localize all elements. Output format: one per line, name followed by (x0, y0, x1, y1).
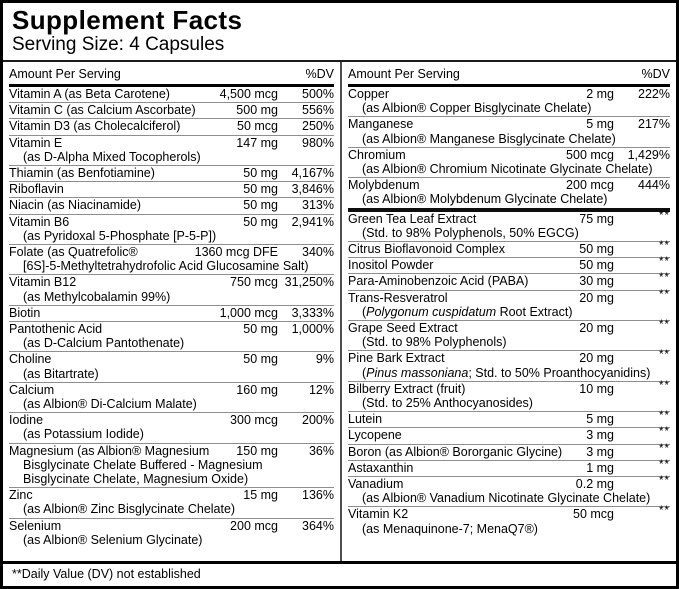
ingredient-name: Astaxanthin (348, 460, 414, 475)
ingredient-amount: 150 mg (236, 443, 278, 458)
ingredient-amount: 50 mg (243, 322, 278, 337)
ingredient-detail: (as Albion® Vanadium Nicotinate Glycinate Chelate) (362, 491, 651, 506)
ingredient-detail: Bisglycinate Chelate, Magnesium Oxide) (23, 472, 249, 487)
ingredient-detail: (as Albion® Chromium Nicotinate Glycinate Chelate) (362, 162, 653, 177)
table-row (9, 351, 334, 381)
ingredient-rows-right (348, 87, 670, 537)
ingredient-dv: 313% (302, 198, 334, 213)
ingredient-dv: 1,429% (627, 147, 670, 162)
ingredient-name: Vitamin A (as Beta Carotene) (9, 87, 170, 101)
table-row (9, 197, 334, 213)
ingredient-dv: ** (659, 240, 670, 253)
ingredient-dv: 250% (302, 119, 334, 134)
amount-per-serving-header: Amount Per Serving (9, 67, 121, 81)
ingredient-dv: 136% (302, 488, 334, 503)
ingredient-dv: 200% (302, 413, 334, 428)
ingredient-dv: 364% (302, 518, 334, 533)
ingredient-amount: 160 mg (236, 382, 278, 397)
latin-name-italic: Polygonum cuspidatum (366, 304, 497, 319)
ingredient-dv: 444% (638, 178, 670, 193)
ingredient-name: Selenium (9, 518, 62, 533)
ingredient-name: Choline (9, 352, 52, 367)
ingredient-dv: ** (659, 256, 670, 269)
ingredient-dv: 217% (638, 117, 670, 132)
ingredient-detail: (Std. to 98% Polyphenols, 50% EGCG) (362, 225, 579, 240)
ingredient-name: Trans-Resveratrol (348, 290, 448, 305)
ingredient-name: Biotin (9, 305, 41, 320)
ingredient-detail: (as Menaquinone-7; MenaQ7®) (362, 521, 538, 536)
table-row (348, 290, 670, 320)
ingredient-name: Magnesium (as Albion® Magnesium (9, 443, 210, 458)
ingredient-detail: (as Albion® Zinc Bisglycinate Chelate) (23, 502, 236, 517)
ingredient-name: Boron (as Albion® Bororganic Glycine) (348, 444, 563, 459)
table-row (9, 135, 334, 165)
ingredient-detail: (as Albion® Manganese Bisglycinate Chelate) (362, 131, 616, 146)
facts-tables (3, 60, 676, 561)
ingredient-dv: ** (659, 475, 670, 488)
ingredient-detail (348, 366, 670, 380)
table-row (9, 102, 334, 118)
ingredient-amount: 50 mcg (573, 507, 614, 522)
ingredient-detail: [6S]-5-Methyltetrahydrofolic Acid Glucosamine Salt) (23, 259, 309, 274)
ingredient-name: Green Tea Leaf Extract (348, 211, 477, 226)
ingredient-dv: 31,250% (284, 275, 334, 290)
table-row (9, 274, 334, 304)
dv-header: %DV (641, 67, 670, 81)
ingredient-amount: 2 mg (586, 87, 614, 101)
serving-size: Serving Size: 4 Capsules (12, 34, 225, 55)
ingredient-name: Riboflavin (9, 182, 64, 197)
ingredient-amount: 0.2 mg (575, 477, 614, 492)
ingredient-name: Grape Seed Extract (348, 321, 458, 336)
ingredient-dv: ** (659, 505, 670, 518)
ingredient-detail-text: ( (362, 304, 367, 319)
ingredient-name: Inositol Powder (348, 258, 434, 273)
ingredient-name: Manganese (348, 117, 414, 132)
table-row (348, 320, 670, 350)
ingredient-name: Vitamin D3 (as Cholecalciferol) (9, 119, 181, 134)
table-row (9, 244, 334, 274)
table-row (9, 382, 334, 412)
ingredient-amount: 50 mg (243, 182, 278, 197)
ingredient-name: Vitamin B12 (9, 275, 77, 290)
label-title: Supplement Facts (12, 5, 243, 35)
ingredient-amount: 50 mg (243, 352, 278, 367)
ingredient-amount: 3 mg (586, 428, 614, 443)
table-row (348, 476, 670, 506)
ingredient-name: Zinc (9, 488, 33, 503)
ingredient-name: Vitamin C (as Calcium Ascorbate) (9, 103, 196, 118)
table-row (348, 427, 670, 443)
ingredient-amount: 500 mg (236, 103, 278, 118)
ingredient-dv: 12% (308, 382, 334, 397)
ingredient-name: Copper (348, 87, 389, 101)
ingredient-dv: 556% (302, 103, 334, 118)
ingredient-name: Pantothenic Acid (9, 322, 103, 337)
ingredient-dv: 4,167% (291, 166, 334, 181)
ingredient-name: Bilberry Extract (fruit) (348, 381, 466, 396)
ingredient-amount: 200 mcg (566, 178, 614, 193)
table-row (9, 165, 334, 181)
column-header (9, 62, 334, 87)
ingredient-dv: 980% (302, 135, 334, 150)
ingredient-amount: 3 mg (586, 444, 614, 459)
ingredient-dv: ** (659, 458, 670, 471)
ingredient-dv: ** (659, 288, 670, 301)
ingredient-dv: ** (659, 319, 670, 332)
ingredient-name: Chromium (348, 147, 406, 162)
facts-column-right (342, 62, 676, 561)
ingredient-amount: 10 mg (579, 381, 614, 396)
facts-column-left (3, 62, 340, 561)
ingredient-dv: ** (659, 426, 670, 439)
table-row (348, 273, 670, 289)
ingredient-name: Niacin (as Niacinamide) (9, 198, 141, 213)
table-row (9, 412, 334, 442)
ingredient-detail: (as Pyridoxal 5-Phosphate [P-5-P]) (23, 228, 217, 243)
ingredient-detail: (as Bitartrate) (23, 366, 99, 381)
table-row (9, 305, 334, 321)
ingredient-amount: 1360 mcg DFE (194, 245, 278, 260)
table-row (9, 214, 334, 244)
ingredient-name: Citrus Bioflavonoid Complex (348, 242, 506, 257)
ingredient-name: Vanadium (348, 477, 404, 492)
ingredient-detail: (as Albion® Di-Calcium Malate) (23, 397, 197, 412)
ingredient-detail: (as D-Calcium Pantothenate) (23, 336, 185, 351)
ingredient-amount: 200 mcg (230, 518, 278, 533)
ingredient-rows-left (9, 87, 334, 548)
table-row (348, 460, 670, 476)
ingredient-amount: 15 mg (243, 488, 278, 503)
ingredient-amount: 1 mg (586, 460, 614, 475)
ingredient-name: Vitamin K2 (348, 507, 409, 522)
ingredient-detail: (as Albion® Copper Bisglycinate Chelate) (362, 101, 592, 116)
table-row (348, 87, 670, 116)
ingredient-name: Lycopene (348, 428, 402, 443)
ingredient-name: Vitamin B6 (9, 214, 70, 229)
ingredient-amount: 300 mcg (230, 413, 278, 428)
ingredient-dv: ** (659, 379, 670, 392)
ingredient-detail: (as Methylcobalamin 99%) (23, 289, 171, 304)
ingredient-amount: 30 mg (579, 274, 614, 289)
ingredient-dv: ** (659, 410, 670, 423)
ingredient-dv: ** (659, 442, 670, 455)
ingredient-detail: Bisglycinate Chelate Buffered - Magnesium (23, 457, 263, 472)
table-row (348, 147, 670, 177)
ingredient-detail-text: ; Std. to 50% Proanthocyanidins) (468, 365, 651, 380)
ingredient-dv: 340% (302, 245, 334, 260)
table-row (348, 381, 670, 411)
ingredient-dv: 500% (302, 87, 334, 101)
ingredient-amount: 50 mg (579, 242, 614, 257)
table-row (348, 411, 670, 427)
amount-per-serving-header: Amount Per Serving (348, 67, 460, 81)
ingredient-amount: 4,500 mcg (219, 87, 278, 101)
table-row (9, 321, 334, 351)
table-row (348, 116, 670, 146)
ingredient-dv: 3,846% (291, 182, 334, 197)
ingredient-amount: 50 mg (243, 166, 278, 181)
ingredient-amount: 750 mcg (230, 275, 278, 290)
ingredient-name: Vitamin E (9, 135, 63, 150)
ingredient-dv: 222% (638, 87, 670, 101)
ingredient-amount: 75 mg (579, 211, 614, 226)
ingredient-name: Pine Bark Extract (348, 351, 445, 366)
ingredient-amount: 147 mg (236, 135, 278, 150)
ingredient-detail: (Std. to 25% Anthocyanosides) (362, 396, 533, 411)
dv-header: %DV (305, 67, 334, 81)
table-row (9, 87, 334, 102)
table-row (9, 443, 334, 488)
ingredient-name: Para-Aminobenzoic Acid (PABA) (348, 274, 529, 289)
ingredient-dv: 9% (315, 352, 334, 367)
ingredient-detail: (as Albion® Selenium Glycinate) (23, 532, 203, 547)
ingredient-dv: 36% (308, 443, 334, 458)
ingredient-dv: 3,333% (291, 305, 334, 320)
latin-name-italic: Pinus massoniana (366, 365, 469, 380)
ingredient-detail: (Std. to 98% Polyphenols) (362, 335, 507, 350)
ingredient-dv: ** (659, 272, 670, 285)
ingredient-dv: ** (659, 349, 670, 362)
ingredient-name: Molybdenum (348, 178, 420, 193)
ingredient-dv: ** (659, 209, 670, 222)
ingredient-amount: 20 mg (579, 321, 614, 336)
ingredient-amount: 20 mg (579, 290, 614, 305)
label-header (3, 3, 676, 60)
table-row (348, 257, 670, 273)
ingredient-amount: 500 mcg (566, 147, 614, 162)
ingredient-name: Thiamin (as Benfotiamine) (9, 166, 155, 181)
ingredient-amount: 1,000 mcg (219, 305, 278, 320)
table-row (9, 118, 334, 134)
table-row (348, 444, 670, 460)
ingredient-detail: (as Potassium Iodide) (23, 427, 144, 442)
ingredient-name: Calcium (9, 382, 55, 397)
ingredient-name: Folate (as Quatrefolic® (9, 245, 138, 260)
ingredient-amount: 50 mcg (237, 119, 278, 134)
ingredient-dv: 2,941% (291, 214, 334, 229)
ingredient-amount: 50 mg (579, 258, 614, 273)
table-row (348, 241, 670, 257)
table-row (348, 177, 670, 207)
ingredient-amount: 20 mg (579, 351, 614, 366)
ingredient-detail-text: Root Extract) (496, 304, 573, 319)
ingredient-amount: 5 mg (586, 117, 614, 132)
ingredient-name: Lutein (348, 412, 383, 427)
table-row (9, 518, 334, 548)
ingredient-detail-text: ( (362, 365, 367, 380)
ingredient-detail (348, 305, 670, 319)
ingredient-detail: (as D-Alpha Mixed Tocopherols) (23, 149, 201, 164)
ingredient-amount: 50 mg (243, 198, 278, 213)
ingredient-dv: 1,000% (291, 322, 334, 337)
table-row (9, 487, 334, 517)
dv-footnote: **Daily Value (DV) not established (3, 561, 676, 586)
column-header (348, 62, 670, 87)
table-row (348, 208, 670, 241)
ingredient-amount: 50 mg (243, 214, 278, 229)
ingredient-name: Iodine (9, 413, 44, 428)
table-row (348, 506, 670, 536)
ingredient-detail: (as Albion® Molybdenum Glycinate Chelate) (362, 192, 608, 207)
ingredient-amount: 5 mg (586, 412, 614, 427)
table-row (348, 350, 670, 380)
table-row (9, 181, 334, 197)
